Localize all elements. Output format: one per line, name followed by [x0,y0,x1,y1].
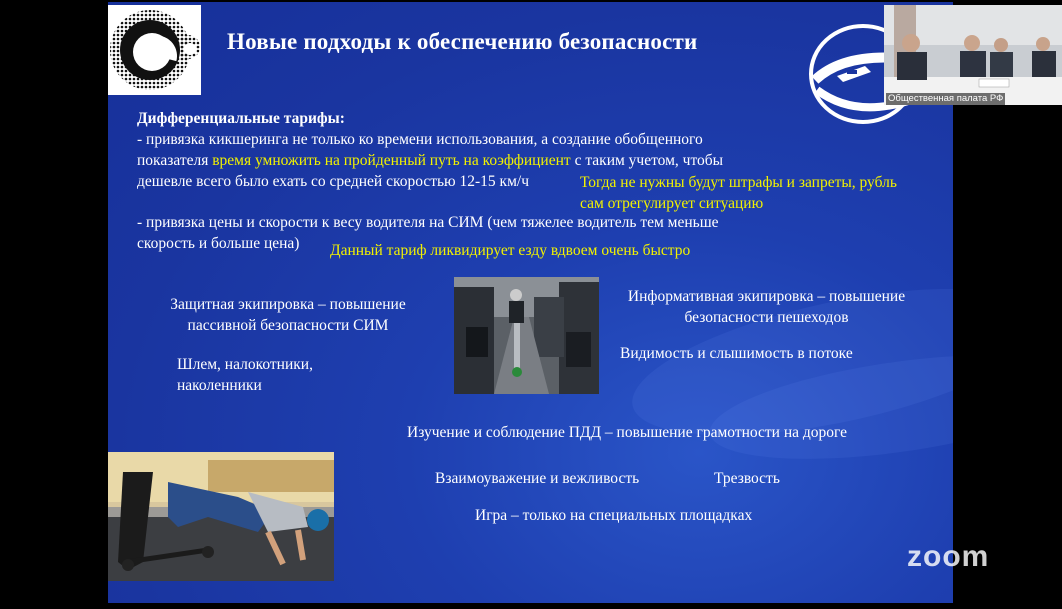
tariffs-line-1: - привязка кикшеринга не только ко времени использования, а создание обобщенного [137,131,703,148]
zoom-logo: zoom [907,540,990,573]
visibility-text: Видимость и слышимость в потоке [620,345,853,362]
tariffs-note-2: Данный тариф ликвидирует езду вдвоем очень быстро [330,242,691,259]
protective-gear-line-1: Защитная экипировка – повышение [170,296,406,313]
slide-title: Новые подходы к обеспечению безопасности [227,29,698,54]
tariffs-note-1b: сам отрегулирует ситуацию [580,195,764,212]
protective-gear-line-2: пассивной безопасности СИМ [187,317,389,334]
presentation-slide [108,2,953,603]
informative-gear-line-1: Информативная экипировка – повышение [627,288,906,305]
informative-gear-line-2: безопасности пешеходов [684,309,849,326]
sobriety-text: Трезвость [714,470,780,487]
tariffs-line-2-start: показателя [137,152,209,169]
protective-items-line-2: наколенники [177,377,262,394]
tariffs-line-4: - привязка цены и скорости к весу водителя на СИМ (чем тяжелее водитель тем меньше [137,214,719,231]
tariffs-note-1a: Тогда не нужны будут штрафы и запреты, рубль [580,174,897,191]
webcam-participant-label: Общественная палата РФ [888,93,1004,104]
scooter-fall-photo [108,452,334,581]
tariffs-line-2-end: с таким учетом, чтобы [574,152,724,169]
play-areas-text: Игра – только на специальных площадках [475,507,753,524]
webcam-video-thumbnail[interactable] [884,5,1062,105]
tariffs-line-3: дешевле всего было ехать со средней скоростью 12-15 км/ч [137,173,529,190]
tariffs-formula-highlight: время умножить на пройденный путь на коэффициент [212,152,571,169]
protective-items-line-1: Шлем, налокотники, [177,356,313,373]
scooter-traffic-photo [454,277,599,394]
mutual-respect-text: Взаимоуважение и вежливость [435,470,640,487]
tariffs-line-2 [137,150,723,171]
tariffs-heading: Дифференциальные тарифы: [137,110,345,127]
traffic-rules-text: Изучение и соблюдение ПДД – повышение грамотности на дороге [407,424,848,441]
left-logo [108,5,201,95]
tariffs-line-5: скорость и больше цена) [137,235,300,252]
